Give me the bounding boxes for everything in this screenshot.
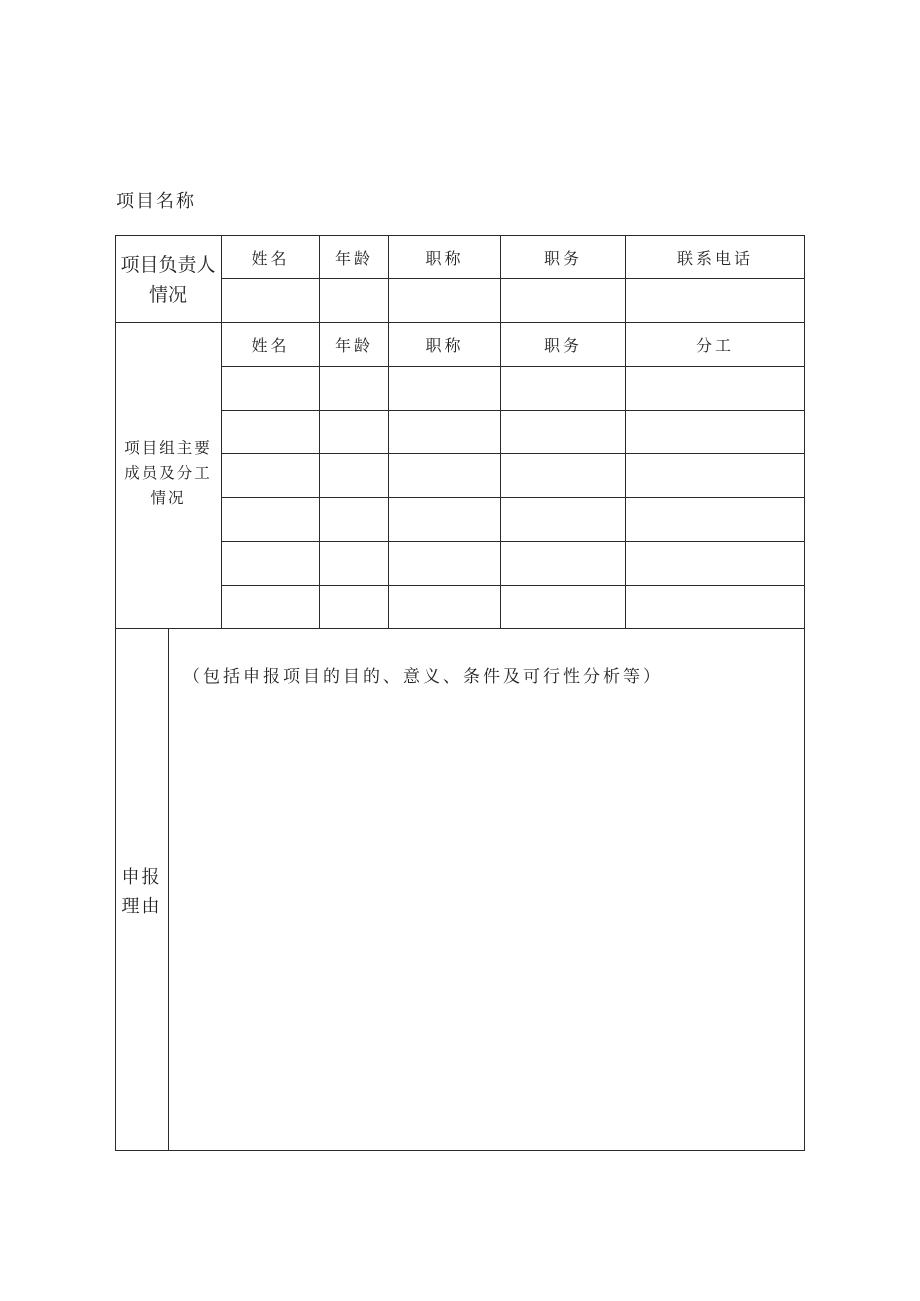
reason-hint-text: （包括申报项目的目的、意义、条件及可行性分析等）	[183, 667, 663, 687]
reason-label-line1: 申报	[121, 867, 162, 888]
members-section-label	[116, 436, 220, 511]
member-title-field[interactable]	[389, 367, 500, 410]
member-age-field[interactable]	[320, 367, 388, 410]
leader-header-phone: 联系电话	[676, 248, 753, 268]
member-name-field[interactable]	[222, 454, 319, 497]
form-title: 项目名称	[116, 191, 196, 212]
member-division-field[interactable]	[626, 542, 804, 585]
member-title-field[interactable]	[389, 586, 500, 628]
member-name-field[interactable]	[222, 586, 319, 628]
member-position-field[interactable]	[501, 586, 625, 628]
members-header-position: 职务	[543, 336, 582, 355]
member-age-field[interactable]	[320, 586, 388, 628]
member-division-field[interactable]	[626, 586, 804, 628]
member-division-field[interactable]	[626, 367, 804, 410]
member-row	[222, 586, 804, 628]
member-row	[222, 542, 804, 585]
member-row	[222, 411, 804, 453]
reason-section-label	[116, 863, 167, 921]
member-title-field[interactable]	[389, 454, 500, 497]
reason-text-area[interactable]	[169, 629, 804, 1150]
members-header-name: 姓名	[251, 336, 290, 355]
member-position-field[interactable]	[501, 411, 625, 453]
member-name-field[interactable]	[222, 498, 319, 541]
member-division-field[interactable]	[626, 498, 804, 541]
members-label-line2: 成员及分工	[124, 464, 212, 482]
member-name-field[interactable]	[222, 542, 319, 585]
reason-label-line2: 理由	[121, 896, 162, 917]
table-border-bottom	[115, 1150, 805, 1151]
table-border-right	[804, 235, 805, 1151]
leader-header-position: 职务	[543, 248, 582, 268]
leader-title-field[interactable]	[389, 279, 500, 322]
member-position-field[interactable]	[501, 454, 625, 497]
members-label-line3: 情况	[150, 489, 186, 507]
member-age-field[interactable]	[320, 498, 388, 541]
leader-header-title: 职称	[425, 248, 464, 268]
member-row	[222, 498, 804, 541]
member-position-field[interactable]	[501, 367, 625, 410]
leader-phone-field[interactable]	[626, 279, 804, 322]
member-row	[222, 454, 804, 497]
member-name-field[interactable]	[222, 367, 319, 410]
member-age-field[interactable]	[320, 411, 388, 453]
member-age-field[interactable]	[320, 542, 388, 585]
leader-age-field[interactable]	[320, 279, 388, 322]
members-header-division: 分工	[695, 336, 734, 355]
table-border-left	[115, 235, 116, 1151]
member-age-field[interactable]	[320, 454, 388, 497]
member-division-field[interactable]	[626, 411, 804, 453]
member-title-field[interactable]	[389, 498, 500, 541]
member-row	[222, 367, 804, 410]
member-division-field[interactable]	[626, 454, 804, 497]
member-name-field[interactable]	[222, 411, 319, 453]
members-label-line1: 项目组主要	[124, 439, 212, 457]
leader-section-label	[116, 236, 220, 322]
leader-name-field[interactable]	[222, 279, 319, 322]
members-header-title: 职称	[425, 336, 464, 355]
member-title-field[interactable]	[389, 542, 500, 585]
leader-label-line1: 项目负责人	[120, 254, 216, 276]
leader-header-name: 姓名	[251, 248, 290, 268]
leader-label-line2: 情况	[148, 284, 187, 306]
leader-position-field[interactable]	[501, 279, 625, 322]
members-header-age: 年龄	[334, 336, 373, 355]
member-position-field[interactable]	[501, 542, 625, 585]
member-position-field[interactable]	[501, 498, 625, 541]
member-title-field[interactable]	[389, 411, 500, 453]
leader-header-age: 年龄	[334, 248, 373, 268]
